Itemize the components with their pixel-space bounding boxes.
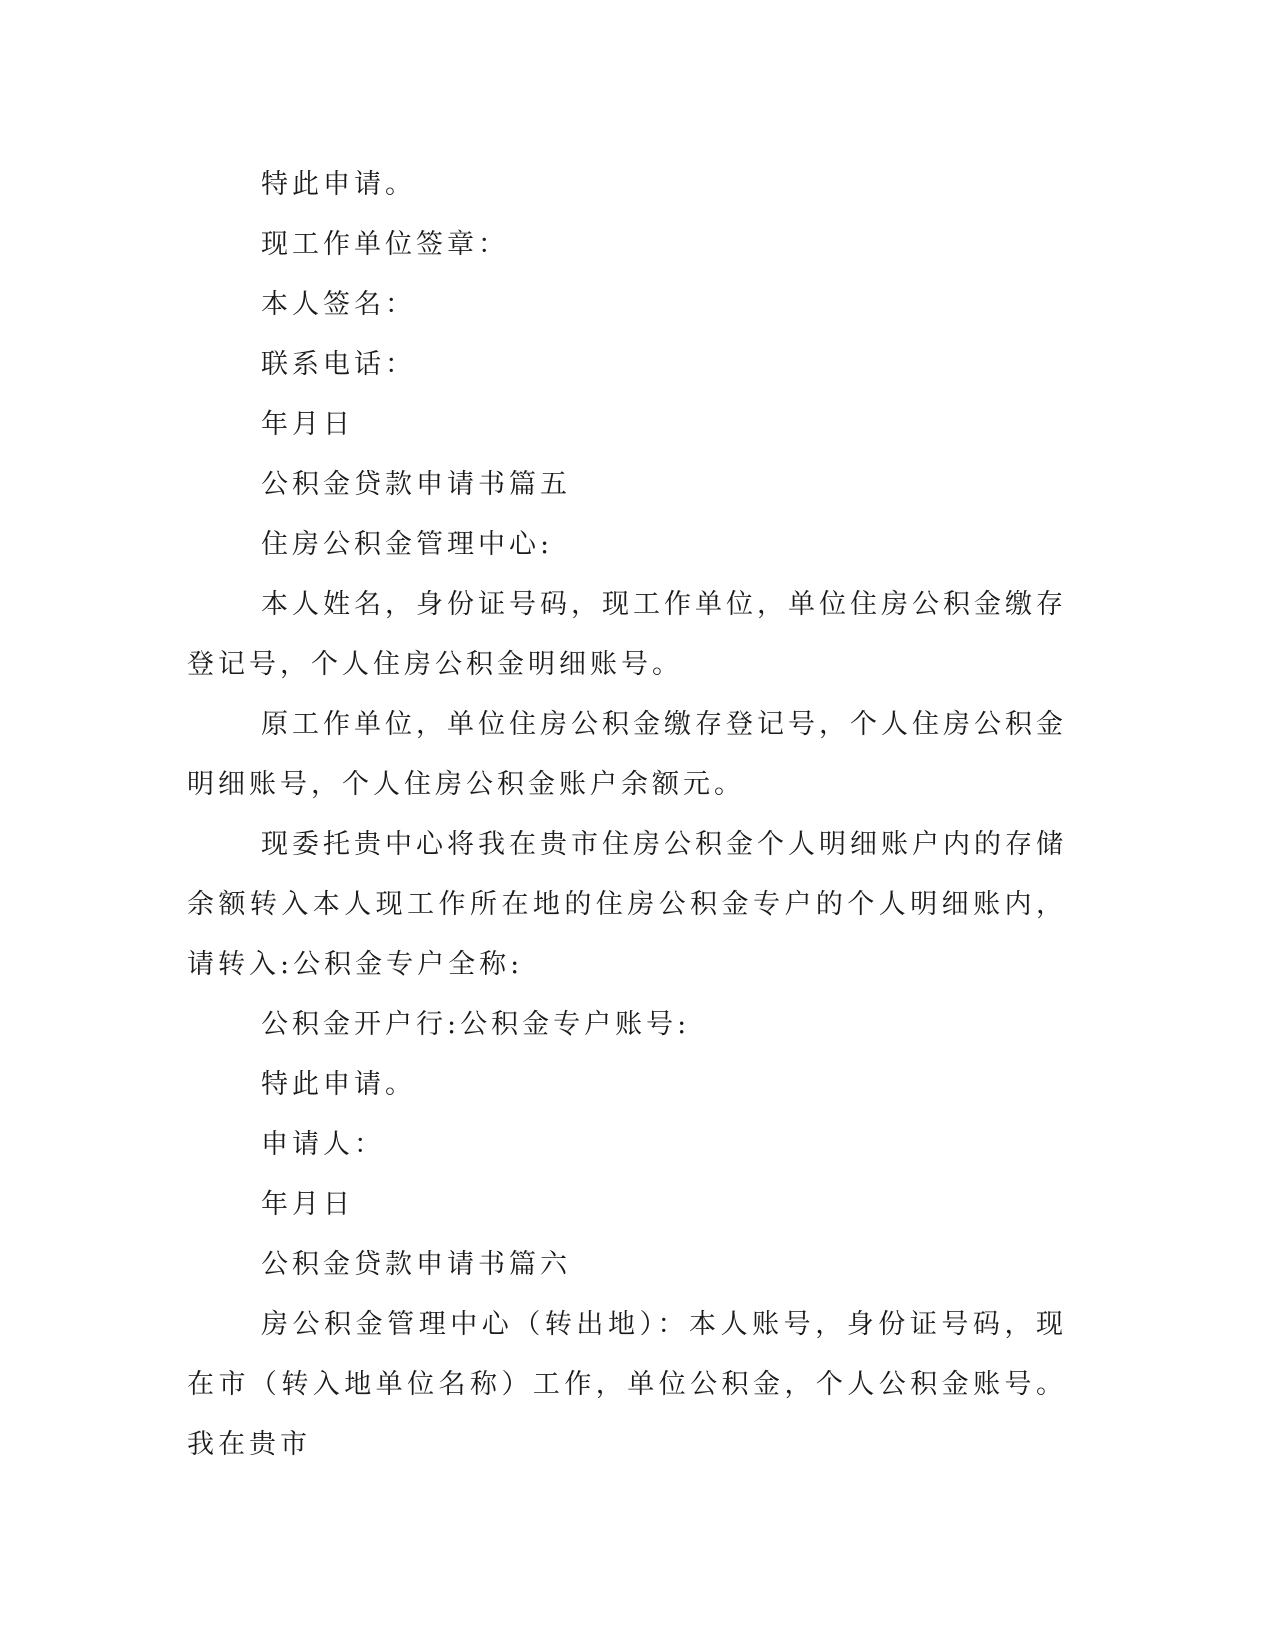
date-line: 年月日	[261, 409, 354, 440]
body-paragraph: 房公积金管理中心（转出地）：本人账号，身份证号码，现在市（转入地单位名称）工作，单位公积金，个人公积金账号。我在贵市	[187, 1309, 1067, 1460]
salutation: 住房公积金管理中心:	[261, 529, 554, 560]
body-paragraph: 原工作单位，单位住房公积金缴存登记号，个人住房公积金明细账号，个人住房公积金账户余额元。	[187, 709, 1067, 800]
body-paragraph: 现委托贵中心将我在贵市住房公积金个人明细账户内的存储余额转入本人现工作所在地的住房公积金专户的个人明细账内，请转入:公积金专户全称:	[187, 829, 1067, 980]
applicant-line: 申请人：	[261, 1129, 385, 1160]
document-body	[187, 155, 1067, 1475]
bank-account-line: 公积金开户行:公积金专户账号:	[261, 1009, 691, 1040]
closing-line: 特此申请。	[261, 169, 416, 200]
body-paragraph: 本人姓名，身份证号码，现工作单位，单位住房公积金缴存登记号，个人住房公积金明细账号。	[187, 589, 1067, 680]
section-heading: 公积金贷款申请书篇六	[261, 1249, 571, 1280]
employer-seal-line: 现工作单位签章：	[261, 229, 509, 260]
closing-line: 特此申请。	[261, 1069, 416, 1100]
phone-line: 联系电话：	[261, 349, 416, 380]
date-line: 年月日	[261, 1189, 354, 1220]
section-heading: 公积金贷款申请书篇五	[261, 469, 571, 500]
signature-line: 本人签名：	[261, 289, 416, 320]
